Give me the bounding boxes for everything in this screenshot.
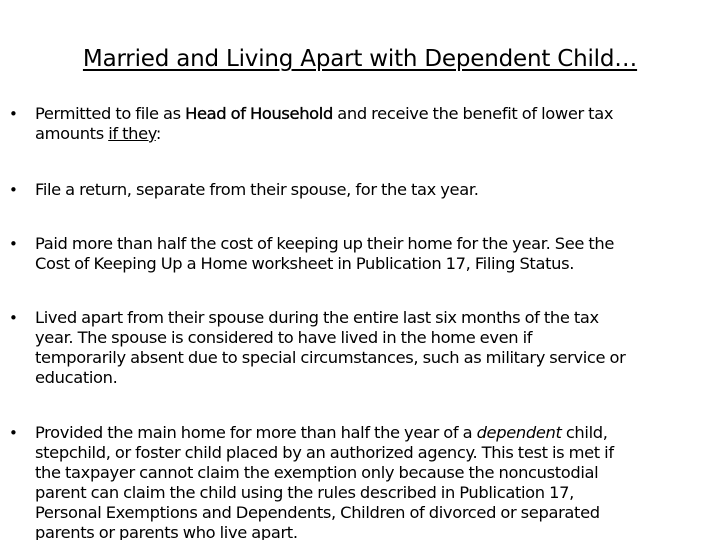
bullet-text <box>35 234 717 274</box>
text-run: amounts <box>35 124 109 143</box>
bullet-line: stepchild, or foster child placed by an authorized agency. This test is met if <box>35 443 614 462</box>
text-run: : <box>155 124 161 143</box>
bullet-line: parents or parents who live apart. <box>35 523 298 540</box>
emphasis-dependent: dependent <box>476 423 562 442</box>
bullet-line <box>35 104 717 124</box>
text-run: Permitted to file as <box>35 104 186 123</box>
bullet-line: File a return, separate from their spouse, for the tax year. <box>35 180 479 199</box>
bullet-line <box>35 423 717 443</box>
bullet-icon: • <box>9 309 18 327</box>
bullet-line: Cost of Keeping Up a Home worksheet in Publication 17, Filing Status. <box>35 254 575 273</box>
bullet-line: parent can claim the child using the rules described in Publication 17, <box>35 483 574 502</box>
emphasis-head-of-household: Head of Household <box>185 104 333 123</box>
bullet-text <box>35 423 717 540</box>
text-run: and receive the benefit of lower tax <box>332 104 614 123</box>
bullet-text <box>35 104 717 144</box>
bullet-line: Personal Exemptions and Dependents, Children of divorced or separated <box>35 503 600 522</box>
bullet-line: temporarily absent due to special circumstances, such as military service or <box>35 348 626 367</box>
bullet-line: the taxpayer cannot claim the exemption only because the noncustodial <box>35 463 599 482</box>
bullet-line <box>35 124 717 144</box>
bullet-line: Paid more than half the cost of keeping up their home for the year. See the <box>35 234 615 253</box>
bullet-icon: • <box>9 235 18 253</box>
bullet-icon: • <box>9 105 18 123</box>
bullet-icon: • <box>9 181 18 199</box>
bullet-text <box>35 180 717 200</box>
bullet-line: year. The spouse is considered to have lived in the home even if <box>35 328 533 347</box>
slide-title: Married and Living Apart with Dependent Child… <box>82 46 638 72</box>
bullet-icon: • <box>9 424 18 442</box>
bullet-text <box>35 308 717 388</box>
text-run: child, <box>561 423 608 442</box>
bullet-line: education. <box>35 368 118 387</box>
underlined-if-they: if they <box>108 124 156 143</box>
text-run: Provided the main home for more than half the year of a <box>35 423 477 442</box>
bullet-line: Lived apart from their spouse during the entire last six months of the tax <box>35 308 599 327</box>
